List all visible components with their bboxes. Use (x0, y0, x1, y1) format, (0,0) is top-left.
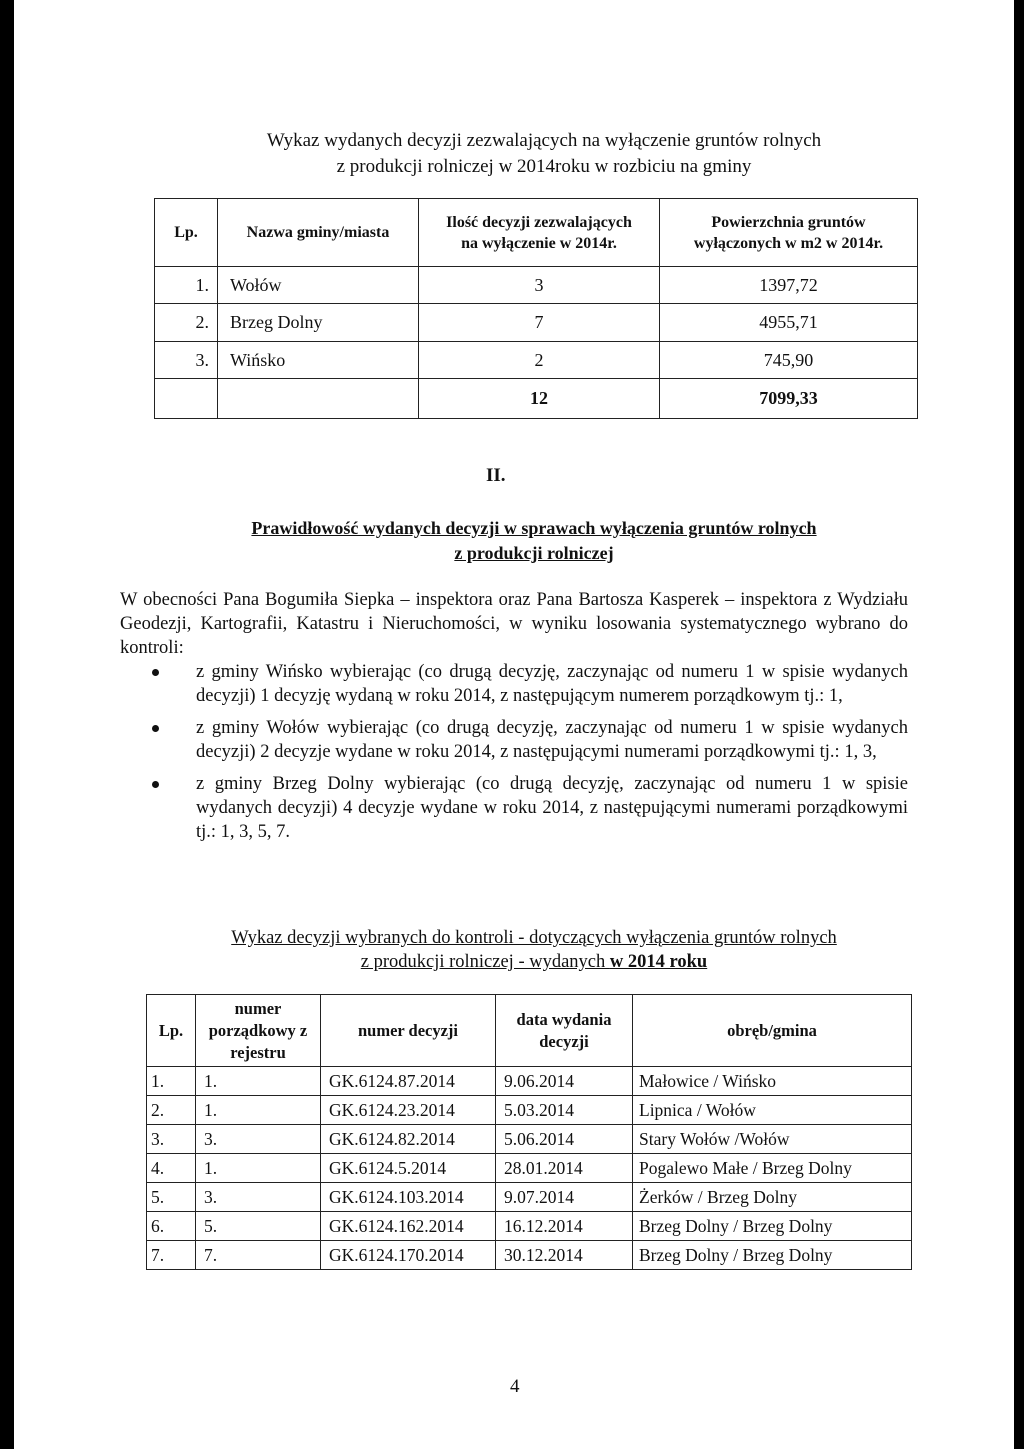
row-issue-date: 9.07.2014 (496, 1183, 633, 1212)
row-commune: Wińsko (218, 342, 419, 379)
row-lp: 6. (147, 1212, 196, 1241)
bullet-icon (152, 781, 159, 788)
header-issue-date: data wydania decyzji (496, 995, 633, 1067)
table-row (147, 1067, 912, 1096)
row-register-number: 5. (196, 1212, 321, 1241)
row-decision-number: GK.6124.170.2014 (321, 1241, 496, 1270)
bullet-icon (152, 725, 159, 732)
row-issue-date: 30.12.2014 (496, 1241, 633, 1270)
row-lp: 7. (147, 1241, 196, 1270)
section-title-line-2: z produkcji rolniczej (454, 543, 614, 563)
bullet-icon (152, 669, 159, 676)
table-row (147, 1125, 912, 1154)
row-register-number: 3. (196, 1183, 321, 1212)
header-commune: Nazwa gminy/miasta (218, 199, 419, 267)
list-item-text: z gminy Wińsko wybierając (co drugą decyzję, zaczynając od numeru 1 w spisie wydanych decyzji) 1 decyzję wydaną w roku 2014, z następującym numerem porządkowym tj.: 1, (196, 662, 908, 706)
selected-decisions-title-line-2 (74, 950, 994, 974)
header-lp: Lp. (155, 199, 218, 267)
total-lp-empty (155, 379, 218, 419)
row-register-number: 7. (196, 1241, 321, 1270)
control-intro-paragraph: W obecności Pana Bogumiła Siepka – inspektora oraz Pana Bartosza Kasperek – inspektora z Wydziału Geodezji, Kartografii, Katastru i Nieruchomości, w wyniku losowania systematycznego wybrano do kontroli: (120, 590, 908, 658)
row-issue-date: 16.12.2014 (496, 1212, 633, 1241)
row-lp: 3. (147, 1125, 196, 1154)
row-lp: 2. (155, 304, 218, 342)
table-row (147, 1096, 912, 1125)
table-header-row (155, 199, 918, 267)
header-decision-number: numer decyzji (321, 995, 496, 1067)
header-precinct-commune: obręb/gmina (633, 995, 912, 1067)
header-register-number: numer porządkowy z rejestru (196, 995, 321, 1067)
row-decision-count: 3 (419, 267, 660, 304)
row-lp: 2. (147, 1096, 196, 1125)
row-decision-number: GK.6124.5.2014 (321, 1154, 496, 1183)
header-lp: Lp. (147, 995, 196, 1067)
list-item (150, 716, 908, 764)
report-title-line-1: Wykaz wydanych decyzji zezwalających na wyłączenie gruntów rolnych (266, 130, 822, 151)
list-item-text: z gminy Wołów wybierając (co drugą decyzję, zaczynając od numeru 1 w spisie wydanych decyzji) 2 decyzje wydane w roku 2014, z następującymi numerami porządkowymi tj.: 1, 3, (196, 718, 908, 762)
row-decision-count: 2 (419, 342, 660, 379)
document-page (14, 0, 1014, 1449)
row-issue-date: 5.06.2014 (496, 1125, 633, 1154)
row-decision-number: GK.6124.87.2014 (321, 1067, 496, 1096)
row-precinct-commune: Pogalewo Małe / Brzeg Dolny (633, 1154, 912, 1183)
list-item-text: z gminy Brzeg Dolny wybierając (co drugą decyzję, zaczynając od numeru 1 w spisie wydanych decyzji) 4 decyzje wydane w roku 2014, z następującymi numerami porządkowymi tj.: 1, 3, 5, 7. (196, 774, 908, 842)
section-title-line-1: Prawidłowość wydanych decyzji w sprawach wyłączenia gruntów rolnych (251, 518, 817, 538)
row-area: 4955,71 (660, 304, 918, 342)
row-lp: 5. (147, 1183, 196, 1212)
row-lp: 1. (147, 1067, 196, 1096)
row-decision-number: GK.6124.82.2014 (321, 1125, 496, 1154)
header-area: Powierzchnia gruntów wyłączonych w m2 w 2014r. (660, 199, 918, 267)
row-register-number: 1. (196, 1067, 321, 1096)
row-area: 745,90 (660, 342, 918, 379)
total-decision-count: 12 (419, 379, 660, 419)
table-row (147, 1154, 912, 1183)
table-row (155, 304, 918, 342)
total-area: 7099,33 (660, 379, 918, 419)
list-item (150, 660, 908, 708)
row-lp: 3. (155, 342, 218, 379)
table-row (155, 267, 918, 304)
list-item (150, 772, 908, 844)
row-precinct-commune: Stary Wołów /Wołów (633, 1125, 912, 1154)
table-total-row (155, 379, 918, 419)
title-line-2-year: w 2014 roku (609, 952, 708, 972)
section-title (94, 516, 974, 566)
table-row (155, 342, 918, 379)
selected-decisions-title-line-1: Wykaz decyzji wybranych do kontroli - dotyczących wyłączenia gruntów rolnych (231, 928, 837, 948)
row-decision-number: GK.6124.103.2014 (321, 1183, 496, 1212)
header-decision-count: Ilość decyzji zezwalających na wyłączenie w 2014r. (419, 199, 660, 267)
table-header-row (147, 995, 912, 1067)
row-decision-count: 7 (419, 304, 660, 342)
page-number: 4 (510, 1376, 520, 1397)
section-number: II. (486, 465, 506, 486)
decisions-by-commune-table (154, 198, 918, 419)
selected-decisions-title (74, 926, 994, 974)
row-precinct-commune: Brzeg Dolny / Brzeg Dolny (633, 1212, 912, 1241)
row-area: 1397,72 (660, 267, 918, 304)
title-line-2-prefix: z produkcji rolniczej - wydanych (360, 952, 610, 972)
row-precinct-commune: Żerków / Brzeg Dolny (633, 1183, 912, 1212)
report-title (14, 128, 1024, 180)
row-commune: Wołów (218, 267, 419, 304)
row-lp: 4. (147, 1154, 196, 1183)
row-issue-date: 9.06.2014 (496, 1067, 633, 1096)
table-row (147, 1241, 912, 1270)
row-register-number: 1. (196, 1154, 321, 1183)
row-precinct-commune: Lipnica / Wołów (633, 1096, 912, 1125)
report-title-line-2: z produkcji rolniczej w 2014roku w rozbiciu na gminy (336, 156, 752, 177)
row-decision-number: GK.6124.162.2014 (321, 1212, 496, 1241)
row-issue-date: 28.01.2014 (496, 1154, 633, 1183)
selected-decisions-table (146, 994, 912, 1270)
row-register-number: 3. (196, 1125, 321, 1154)
row-precinct-commune: Małowice / Wińsko (633, 1067, 912, 1096)
row-lp: 1. (155, 267, 218, 304)
row-commune: Brzeg Dolny (218, 304, 419, 342)
total-commune-empty (218, 379, 419, 419)
table-row (147, 1183, 912, 1212)
table-row (147, 1212, 912, 1241)
row-precinct-commune: Brzeg Dolny / Brzeg Dolny (633, 1241, 912, 1270)
selected-decisions-list (150, 660, 908, 852)
row-register-number: 1. (196, 1096, 321, 1125)
row-issue-date: 5.03.2014 (496, 1096, 633, 1125)
row-decision-number: GK.6124.23.2014 (321, 1096, 496, 1125)
